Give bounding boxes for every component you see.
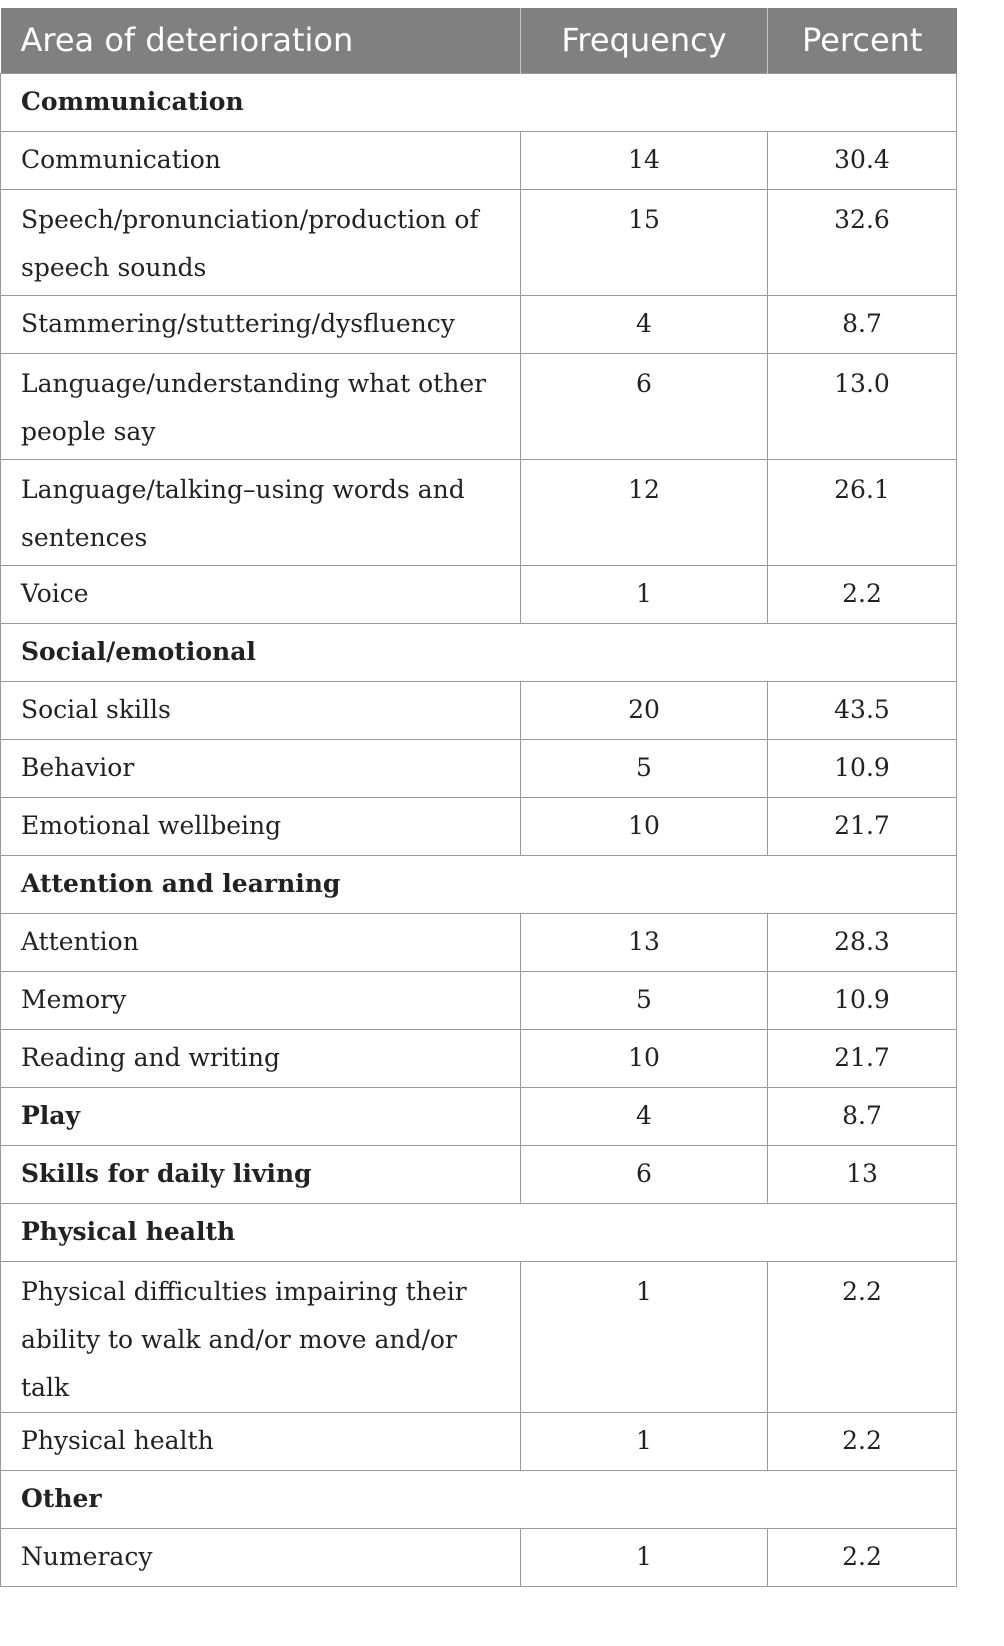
table-row bbox=[1, 353, 957, 459]
table-row bbox=[1, 1145, 957, 1203]
row-label: Memory bbox=[1, 971, 521, 1029]
data-table-container bbox=[0, 8, 956, 1587]
row-label: Voice bbox=[1, 565, 521, 623]
row-percent: 21.7 bbox=[768, 1029, 957, 1087]
row-frequency: 10 bbox=[521, 1029, 768, 1087]
row-label: Physical health bbox=[1, 1412, 521, 1470]
row-frequency: 6 bbox=[521, 1145, 768, 1203]
table-row bbox=[1, 189, 957, 295]
row-percent: 10.9 bbox=[768, 971, 957, 1029]
row-label: Stammering/stuttering/dysfluency bbox=[1, 295, 521, 353]
row-frequency: 4 bbox=[521, 295, 768, 353]
section-label: Physical health bbox=[1, 1203, 957, 1261]
row-frequency: 12 bbox=[521, 459, 768, 565]
row-frequency: 13 bbox=[521, 913, 768, 971]
section-label: Other bbox=[1, 1470, 957, 1528]
row-frequency: 14 bbox=[521, 131, 768, 189]
row-frequency: 4 bbox=[521, 1087, 768, 1145]
table-row bbox=[1, 565, 957, 623]
row-label: Communication bbox=[1, 131, 521, 189]
table-row bbox=[1, 295, 957, 353]
table-row bbox=[1, 913, 957, 971]
table-row bbox=[1, 797, 957, 855]
row-label: Language/talking–using words and sentences bbox=[1, 459, 521, 565]
row-percent: 2.2 bbox=[768, 1261, 957, 1412]
table-row bbox=[1, 971, 957, 1029]
header-area: Area of deterioration bbox=[1, 8, 521, 73]
row-percent: 13.0 bbox=[768, 353, 957, 459]
table-row bbox=[1, 131, 957, 189]
row-frequency: 5 bbox=[521, 971, 768, 1029]
row-percent: 32.6 bbox=[768, 189, 957, 295]
row-label: Play bbox=[1, 1087, 521, 1145]
row-percent: 8.7 bbox=[768, 295, 957, 353]
row-label: Emotional wellbeing bbox=[1, 797, 521, 855]
table-row bbox=[1, 1528, 957, 1586]
section-row bbox=[1, 73, 957, 131]
row-percent: 2.2 bbox=[768, 565, 957, 623]
header-frequency: Frequency bbox=[521, 8, 768, 73]
row-percent: 28.3 bbox=[768, 913, 957, 971]
section-row bbox=[1, 1470, 957, 1528]
row-frequency: 1 bbox=[521, 1412, 768, 1470]
row-label: Social skills bbox=[1, 681, 521, 739]
section-row bbox=[1, 1203, 957, 1261]
row-percent: 30.4 bbox=[768, 131, 957, 189]
row-percent: 43.5 bbox=[768, 681, 957, 739]
row-label: Attention bbox=[1, 913, 521, 971]
row-percent: 21.7 bbox=[768, 797, 957, 855]
row-percent: 13 bbox=[768, 1145, 957, 1203]
row-label: Reading and writing bbox=[1, 1029, 521, 1087]
section-label: Attention and learning bbox=[1, 855, 957, 913]
row-frequency: 6 bbox=[521, 353, 768, 459]
section-label: Communication bbox=[1, 73, 957, 131]
row-percent: 10.9 bbox=[768, 739, 957, 797]
row-frequency: 20 bbox=[521, 681, 768, 739]
row-label: Numeracy bbox=[1, 1528, 521, 1586]
table-header-row bbox=[1, 8, 957, 73]
table-row bbox=[1, 1029, 957, 1087]
row-label: Physical difficulties impairing their ability to walk and/or move and/or talk bbox=[1, 1261, 521, 1412]
section-label: Social/emotional bbox=[1, 623, 957, 681]
table-row bbox=[1, 739, 957, 797]
row-label: Language/understanding what other people say bbox=[1, 353, 521, 459]
row-label: Skills for daily living bbox=[1, 1145, 521, 1203]
row-percent: 8.7 bbox=[768, 1087, 957, 1145]
deterioration-table bbox=[0, 8, 957, 1587]
row-frequency: 1 bbox=[521, 565, 768, 623]
table-row bbox=[1, 681, 957, 739]
table-row bbox=[1, 1412, 957, 1470]
row-percent: 2.2 bbox=[768, 1412, 957, 1470]
section-row bbox=[1, 623, 957, 681]
row-frequency: 1 bbox=[521, 1528, 768, 1586]
table-row bbox=[1, 1261, 957, 1412]
row-frequency: 10 bbox=[521, 797, 768, 855]
row-frequency: 5 bbox=[521, 739, 768, 797]
row-label: Behavior bbox=[1, 739, 521, 797]
row-percent: 26.1 bbox=[768, 459, 957, 565]
row-percent: 2.2 bbox=[768, 1528, 957, 1586]
table-row bbox=[1, 1087, 957, 1145]
row-frequency: 15 bbox=[521, 189, 768, 295]
header-percent: Percent bbox=[768, 8, 957, 73]
table-row bbox=[1, 459, 957, 565]
row-frequency: 1 bbox=[521, 1261, 768, 1412]
section-row bbox=[1, 855, 957, 913]
row-label: Speech/pronunciation/production of speech sounds bbox=[1, 189, 521, 295]
